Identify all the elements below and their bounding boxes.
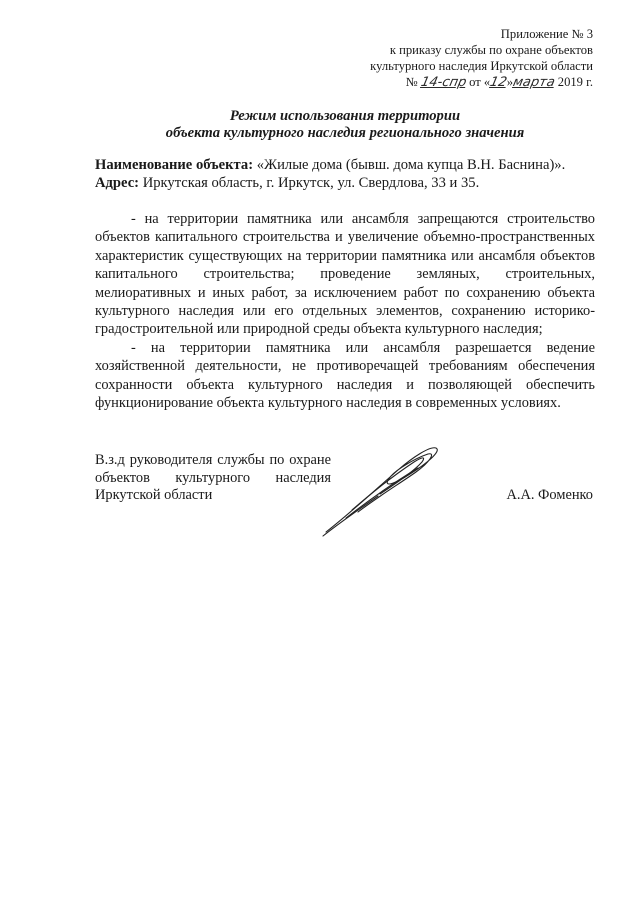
order-date-month-handwritten: марта (511, 75, 557, 90)
order-date-from: от « (469, 75, 491, 89)
title-line-1: Режим использования территории (229, 108, 461, 124)
order-date-day-handwritten: 12 (488, 75, 509, 90)
object-address-label: Адрес: (95, 174, 140, 191)
signatory-name: А.А. Фоменко (506, 487, 593, 503)
order-date-close-quote: » (506, 75, 514, 89)
order-number-line (273, 74, 593, 91)
object-name-label: Наименование объекта: (95, 157, 254, 173)
appendix-line-1: Приложение № 3 (500, 27, 593, 41)
appendix-line-2: к приказу службы по охране объектов (389, 43, 593, 57)
regime-text (95, 210, 595, 412)
object-address-value: Иркутская область, г. Иркутск, ул. Свердлова, 33 и 35. (142, 174, 480, 191)
object-name-row (95, 157, 595, 175)
regime-paragraph-permissions: - на территории памятника или ансамбля разрешается ведение хозяйственной деятельности, не противоречащей требованиям обеспечения сохранности объекта культурного наследия и позволяющей обеспечить функционирование объекта культурного наследия в современных условиях. (95, 339, 595, 412)
order-number-prefix: № (405, 75, 418, 89)
object-address-row (95, 175, 595, 193)
object-info (95, 157, 595, 192)
appendix-line-3: культурного наследия Иркутской области (370, 59, 593, 73)
order-number-handwritten: 14-спр (419, 75, 468, 90)
object-name-value: «Жилые дома (бывш. дома купца В.Н. Баснина)». (256, 157, 566, 173)
document-title (95, 108, 595, 142)
appendix-header (273, 26, 593, 91)
regime-paragraph-prohibitions: - на территории памятника или ансамбля запрещаются строительство объектов капитального строительства и увеличение объемно-пространственных характеристик существующих на территории памятника или ансамбля объектов капитального строительства; проведение земляных, строительных, мелиоративных и иных работ, за исключением работ по сохранению объекта культурного наследия или его отдельных элементов, сохранению историко-градостроительной или природной среды объекта культурного наследия; (95, 211, 595, 338)
order-year: 2019 г. (557, 75, 593, 89)
handwritten-signature (318, 440, 448, 540)
signatory-position: В.з.д руководителя службы по охране объектов культурного наследия Иркутской области (95, 452, 331, 503)
title-line-2: объекта культурного наследия регионального значения (165, 125, 525, 141)
